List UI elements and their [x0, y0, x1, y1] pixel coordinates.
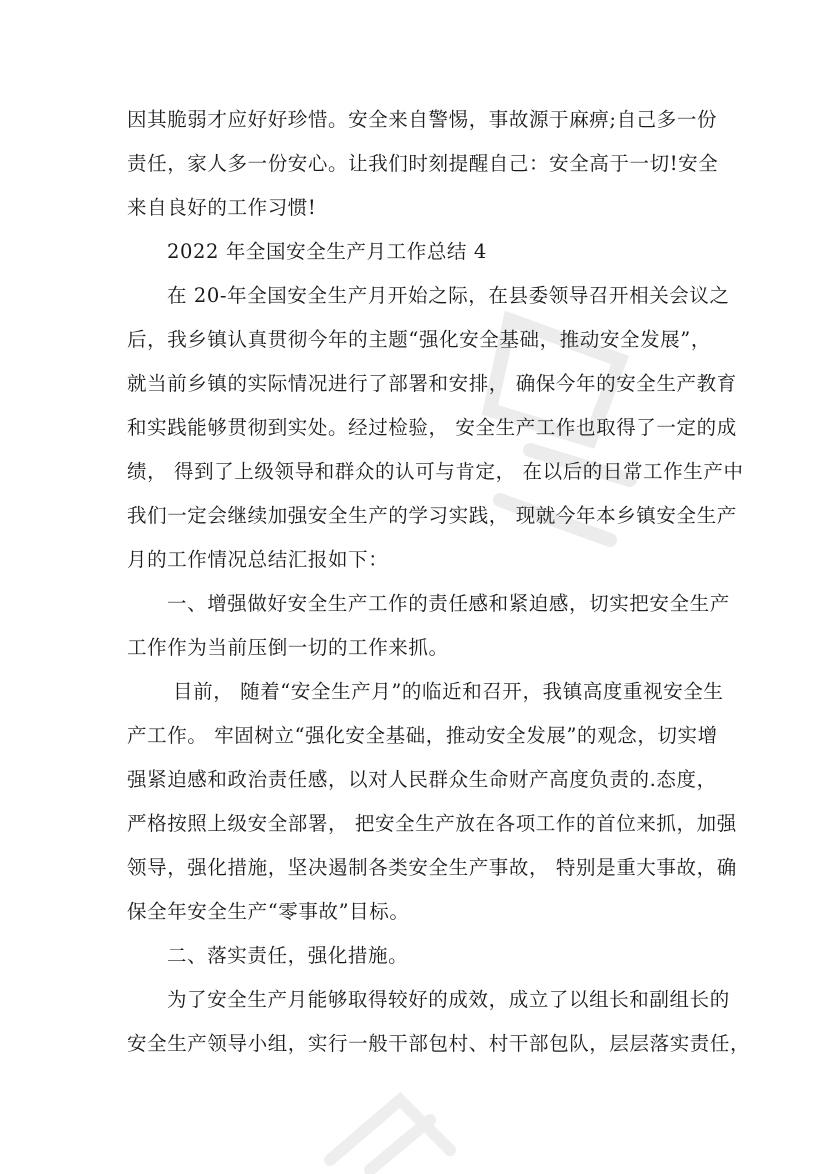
body-line: 严格按照上级安全部署， 把安全生产放在各项工作的首位来抓，加强	[127, 812, 737, 835]
body-line: 领导，强化措施，坚决遏制各类安全生产事故， 特别是重大事故，确	[127, 856, 737, 879]
body-line: 保全年安全生产“零事故”目标。	[127, 900, 410, 923]
body-line: 强紧迫感和政治责任感，以对人民群众生命财产高度负责的.态度，	[127, 768, 717, 791]
body-line: 后，我乡镇认真贯彻今年的主题“强化安全基础，推动安全发展”，	[127, 328, 711, 351]
body-line: 我们一定会继续加强安全生产的学习实践， 现就今年本乡镇安全生产	[127, 504, 737, 527]
body-line: 在 20-年全国安全生产月开始之际，在县委领导召开相关会议之	[167, 284, 730, 307]
body-line: 目前， 随着“安全生产月”的临近和召开，我镇高度重视安全生	[173, 680, 724, 703]
subheading: 二、落实责任，强化措施。	[167, 944, 409, 967]
body-line: 安全生产领导小组，实行一般干部包村、村干部包队，层层落实责任，	[127, 1032, 751, 1055]
body-line: 绩， 得到了上级领导和群众的认可与肯定， 在以后的日常工作生产中	[127, 460, 744, 483]
body-line: 为了安全生产月能够取得较好的成效，成立了以组长和副组长的	[167, 988, 730, 1011]
body-line: 月的工作情况总结汇报如下：	[127, 548, 389, 571]
body-line: 和实践能够贯彻到实处。经过检验， 安全生产工作也取得了一定的成	[127, 416, 737, 439]
body-line: 因其脆弱才应好好珍惜。安全来自警惕，事故源于麻痹;自己多一份	[127, 108, 718, 131]
section-title: 2022 年全国安全生产月工作总结 4	[167, 240, 487, 263]
watermark-stamp-bottom	[310, 1080, 470, 1174]
subheading: 一、增强做好安全生产工作的责任感和紧迫感，切实把安全生产	[167, 592, 730, 615]
body-line: 就当前乡镇的实际情况进行了部署和安排， 确保今年的安全生产教育	[127, 372, 737, 395]
body-line: 产工作。 牢固树立“强化安全基础，推动安全发展”的观念，切实增	[127, 724, 718, 747]
body-line: 工作作为当前压倒一切的工作来抓。	[127, 636, 449, 659]
body-line: 责任，家人多一份安心。让我们时刻提醒自己：安全高于一切!安全	[127, 152, 719, 175]
body-line: 来自良好的工作习惯!	[127, 196, 317, 219]
